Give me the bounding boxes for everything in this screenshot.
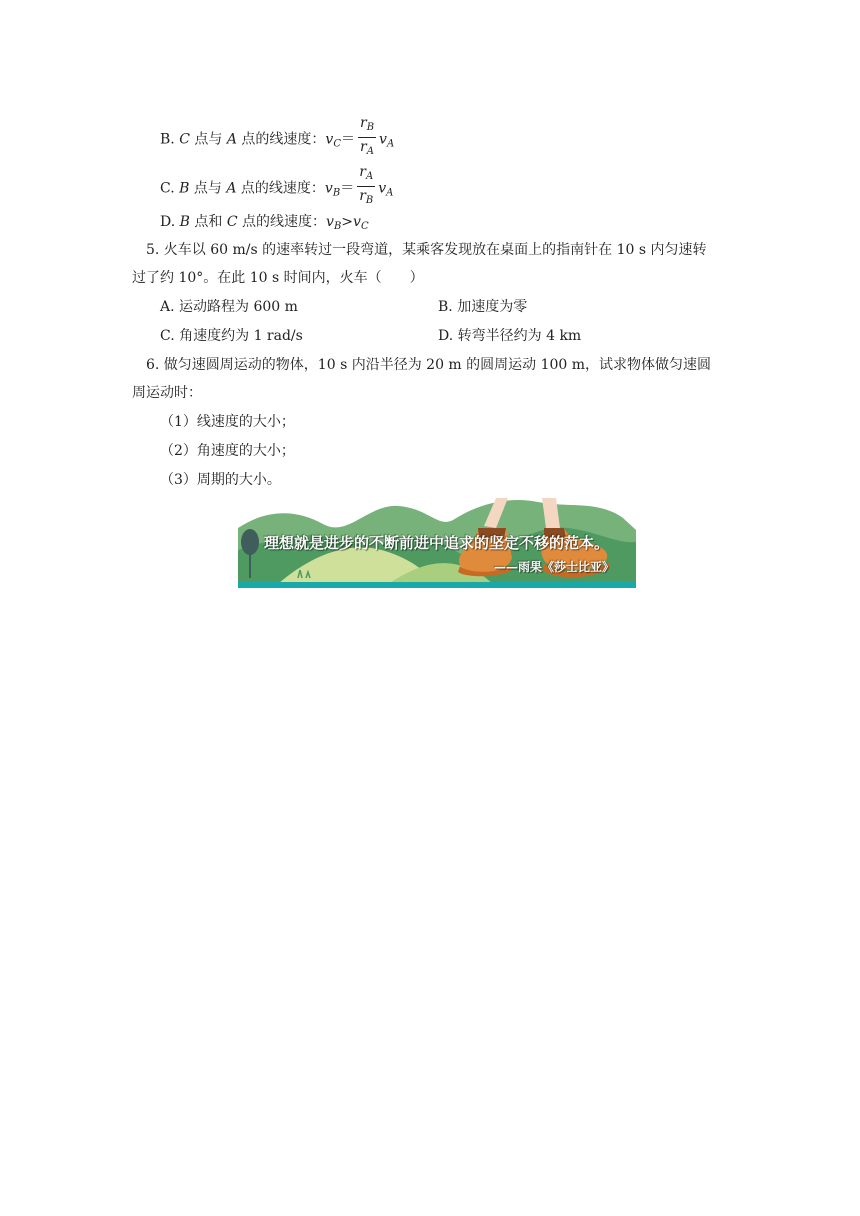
option-b — [160, 116, 394, 163]
subscript: A — [386, 138, 395, 150]
option-text: 运动路程为 600 m — [179, 299, 298, 315]
formula-rhs: v — [378, 180, 387, 197]
option-label: B. — [160, 131, 175, 148]
option-label: B. — [438, 299, 453, 315]
q6-part-1: （1）线速度的大小； — [160, 414, 295, 430]
question-5-line-2: 过了约 10°。在此 10 s 时间内，火车（ ） — [132, 270, 424, 286]
q6-part-2: （2）角速度的大小； — [160, 443, 295, 459]
subscript: B — [333, 221, 342, 232]
point-label: C — [226, 214, 238, 230]
option-text: 加速度为零 — [457, 299, 528, 315]
fraction — [358, 114, 376, 161]
option-text: 角速度约为 1 rad/s — [179, 328, 303, 344]
option-text: 点与 — [189, 131, 227, 148]
equals-sign: ＝ — [340, 180, 355, 197]
option-label: A. — [160, 299, 175, 315]
point-label: A — [226, 131, 237, 148]
option-label: D. — [438, 328, 454, 344]
formula-rhs: v — [353, 214, 361, 230]
option-text: 点的线速度： — [236, 131, 326, 148]
point-label: B — [179, 180, 190, 197]
q5-option-d — [438, 326, 581, 346]
formula-lhs: v — [326, 214, 334, 230]
option-text: 转弯半径约为 4 km — [457, 328, 582, 344]
point-label: C — [179, 131, 190, 148]
subscript: C — [360, 221, 369, 232]
q5-option-a — [160, 297, 298, 317]
subscript: B — [365, 195, 374, 206]
formula-lhs: v — [324, 180, 333, 197]
question-6-line-2: 周运动时： — [132, 385, 202, 401]
option-c — [160, 165, 393, 212]
subscript: A — [386, 187, 394, 199]
denominator: r — [360, 139, 367, 155]
subscript: B — [332, 187, 341, 199]
comparison-sign: > — [341, 214, 354, 230]
subscript: B — [366, 122, 375, 133]
denominator: r — [359, 188, 366, 204]
numerator: r — [359, 164, 366, 180]
equals-sign: ＝ — [340, 131, 355, 148]
option-text: 点的线速度： — [237, 214, 327, 230]
question-5-line-1: 5. 火车以 60 m/s 的速率转过一段弯道，某乘客发现放在桌面上的指南针在 10 s 内匀速转 — [146, 242, 707, 258]
option-label: C. — [160, 180, 175, 197]
numerator: r — [359, 115, 367, 131]
banner-quote: 理想就是进步的不断前进中追求的坚定不移的范本。 — [264, 534, 610, 552]
option-label: C. — [160, 328, 175, 344]
subscript: A — [366, 146, 374, 157]
option-label: D. — [160, 214, 176, 230]
point-label: B — [179, 214, 190, 230]
banner-attribution: ——雨果《莎士比亚》 — [494, 560, 615, 574]
q5-option-b — [438, 297, 527, 317]
formula-lhs: v — [325, 131, 334, 148]
point-label: A — [226, 180, 237, 197]
q6-part-3: （3）周期的大小。 — [160, 472, 281, 488]
option-d — [160, 212, 369, 237]
q5-option-c — [160, 326, 303, 346]
subscript: A — [365, 171, 374, 182]
option-text: 点与 — [189, 180, 227, 197]
quote-banner — [238, 498, 636, 590]
option-text: 点和 — [189, 214, 227, 230]
question-6-line-1: 6. 做匀速圆周运动的物体，10 s 内沿半径为 20 m 的圆周运动 100 m，试求物体做匀速圆 — [146, 357, 712, 373]
formula-rhs: v — [379, 131, 387, 148]
option-text: 点的线速度： — [236, 180, 325, 197]
fraction — [357, 163, 375, 210]
subscript: C — [333, 138, 341, 150]
